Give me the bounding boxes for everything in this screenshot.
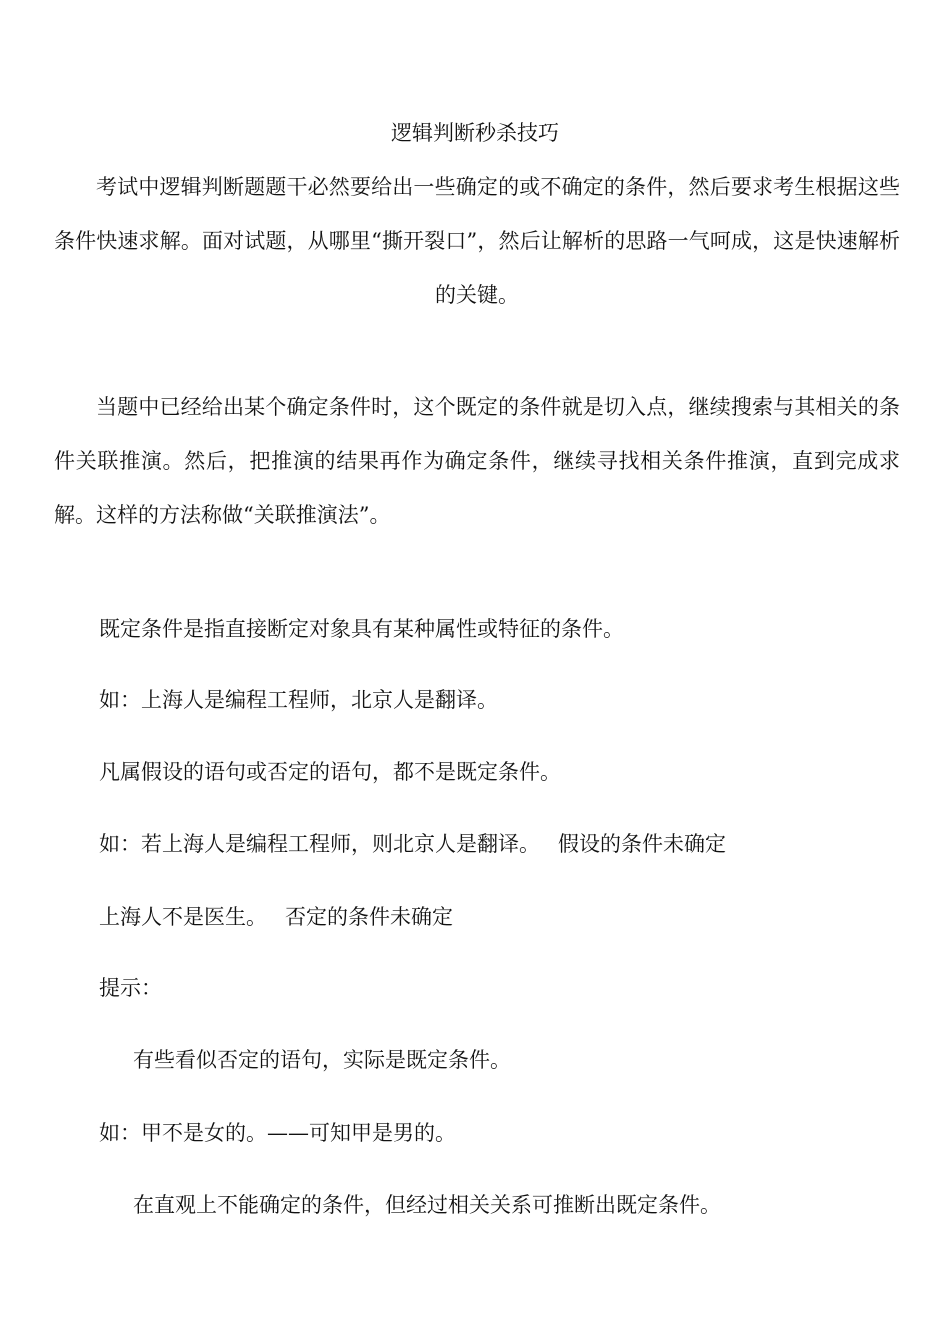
example-3-note: 否定的条件未确定 <box>285 905 453 929</box>
example-3-line <box>99 902 453 932</box>
non-given-rule-line: 凡属假设的语句或否定的语句，都不是既定条件。 <box>99 760 561 784</box>
hint-1-line: 有些看似否定的语句，实际是既定条件。 <box>133 1048 511 1072</box>
definition-line: 既定条件是指直接断定对象具有某种属性或特征的条件。 <box>99 617 624 641</box>
example-4-line: 如：甲不是女的。——可知甲是男的。 <box>99 1121 456 1145</box>
document-title: 逻辑判断秒杀技巧 <box>391 121 559 145</box>
example-2-line <box>99 829 726 859</box>
intro-paragraph: 考试中逻辑判断题题干必然要给出一些确定的或不确定的条件，然后要求考生根据这些条件快速求解。面对试题，从哪里“撕开裂口”，然后让解析的思路一气呵成，这是快速解析的关键。 <box>54 175 900 307</box>
example-2-note: 假设的条件未确定 <box>558 832 726 856</box>
method-paragraph: 当题中已经给出某个确定条件时，这个既定的条件就是切入点，继续搜索与其相关的条件关联推演。然后，把推演的结果再作为确定条件，继续寻找相关条件推演，直到完成求解。这样的方法称做“关联推演法”。 <box>54 395 900 527</box>
hint-2-line: 在直观上不能确定的条件，但经过相关关系可推断出既定条件。 <box>133 1193 721 1217</box>
example-1-line: 如：上海人是编程工程师，北京人是翻译。 <box>99 688 498 712</box>
hint-label: 提示： <box>99 976 162 1000</box>
example-3-sentence: 上海人不是医生。 <box>99 905 267 929</box>
example-2-sentence: 如：若上海人是编程工程师，则北京人是翻译。 <box>99 832 540 856</box>
